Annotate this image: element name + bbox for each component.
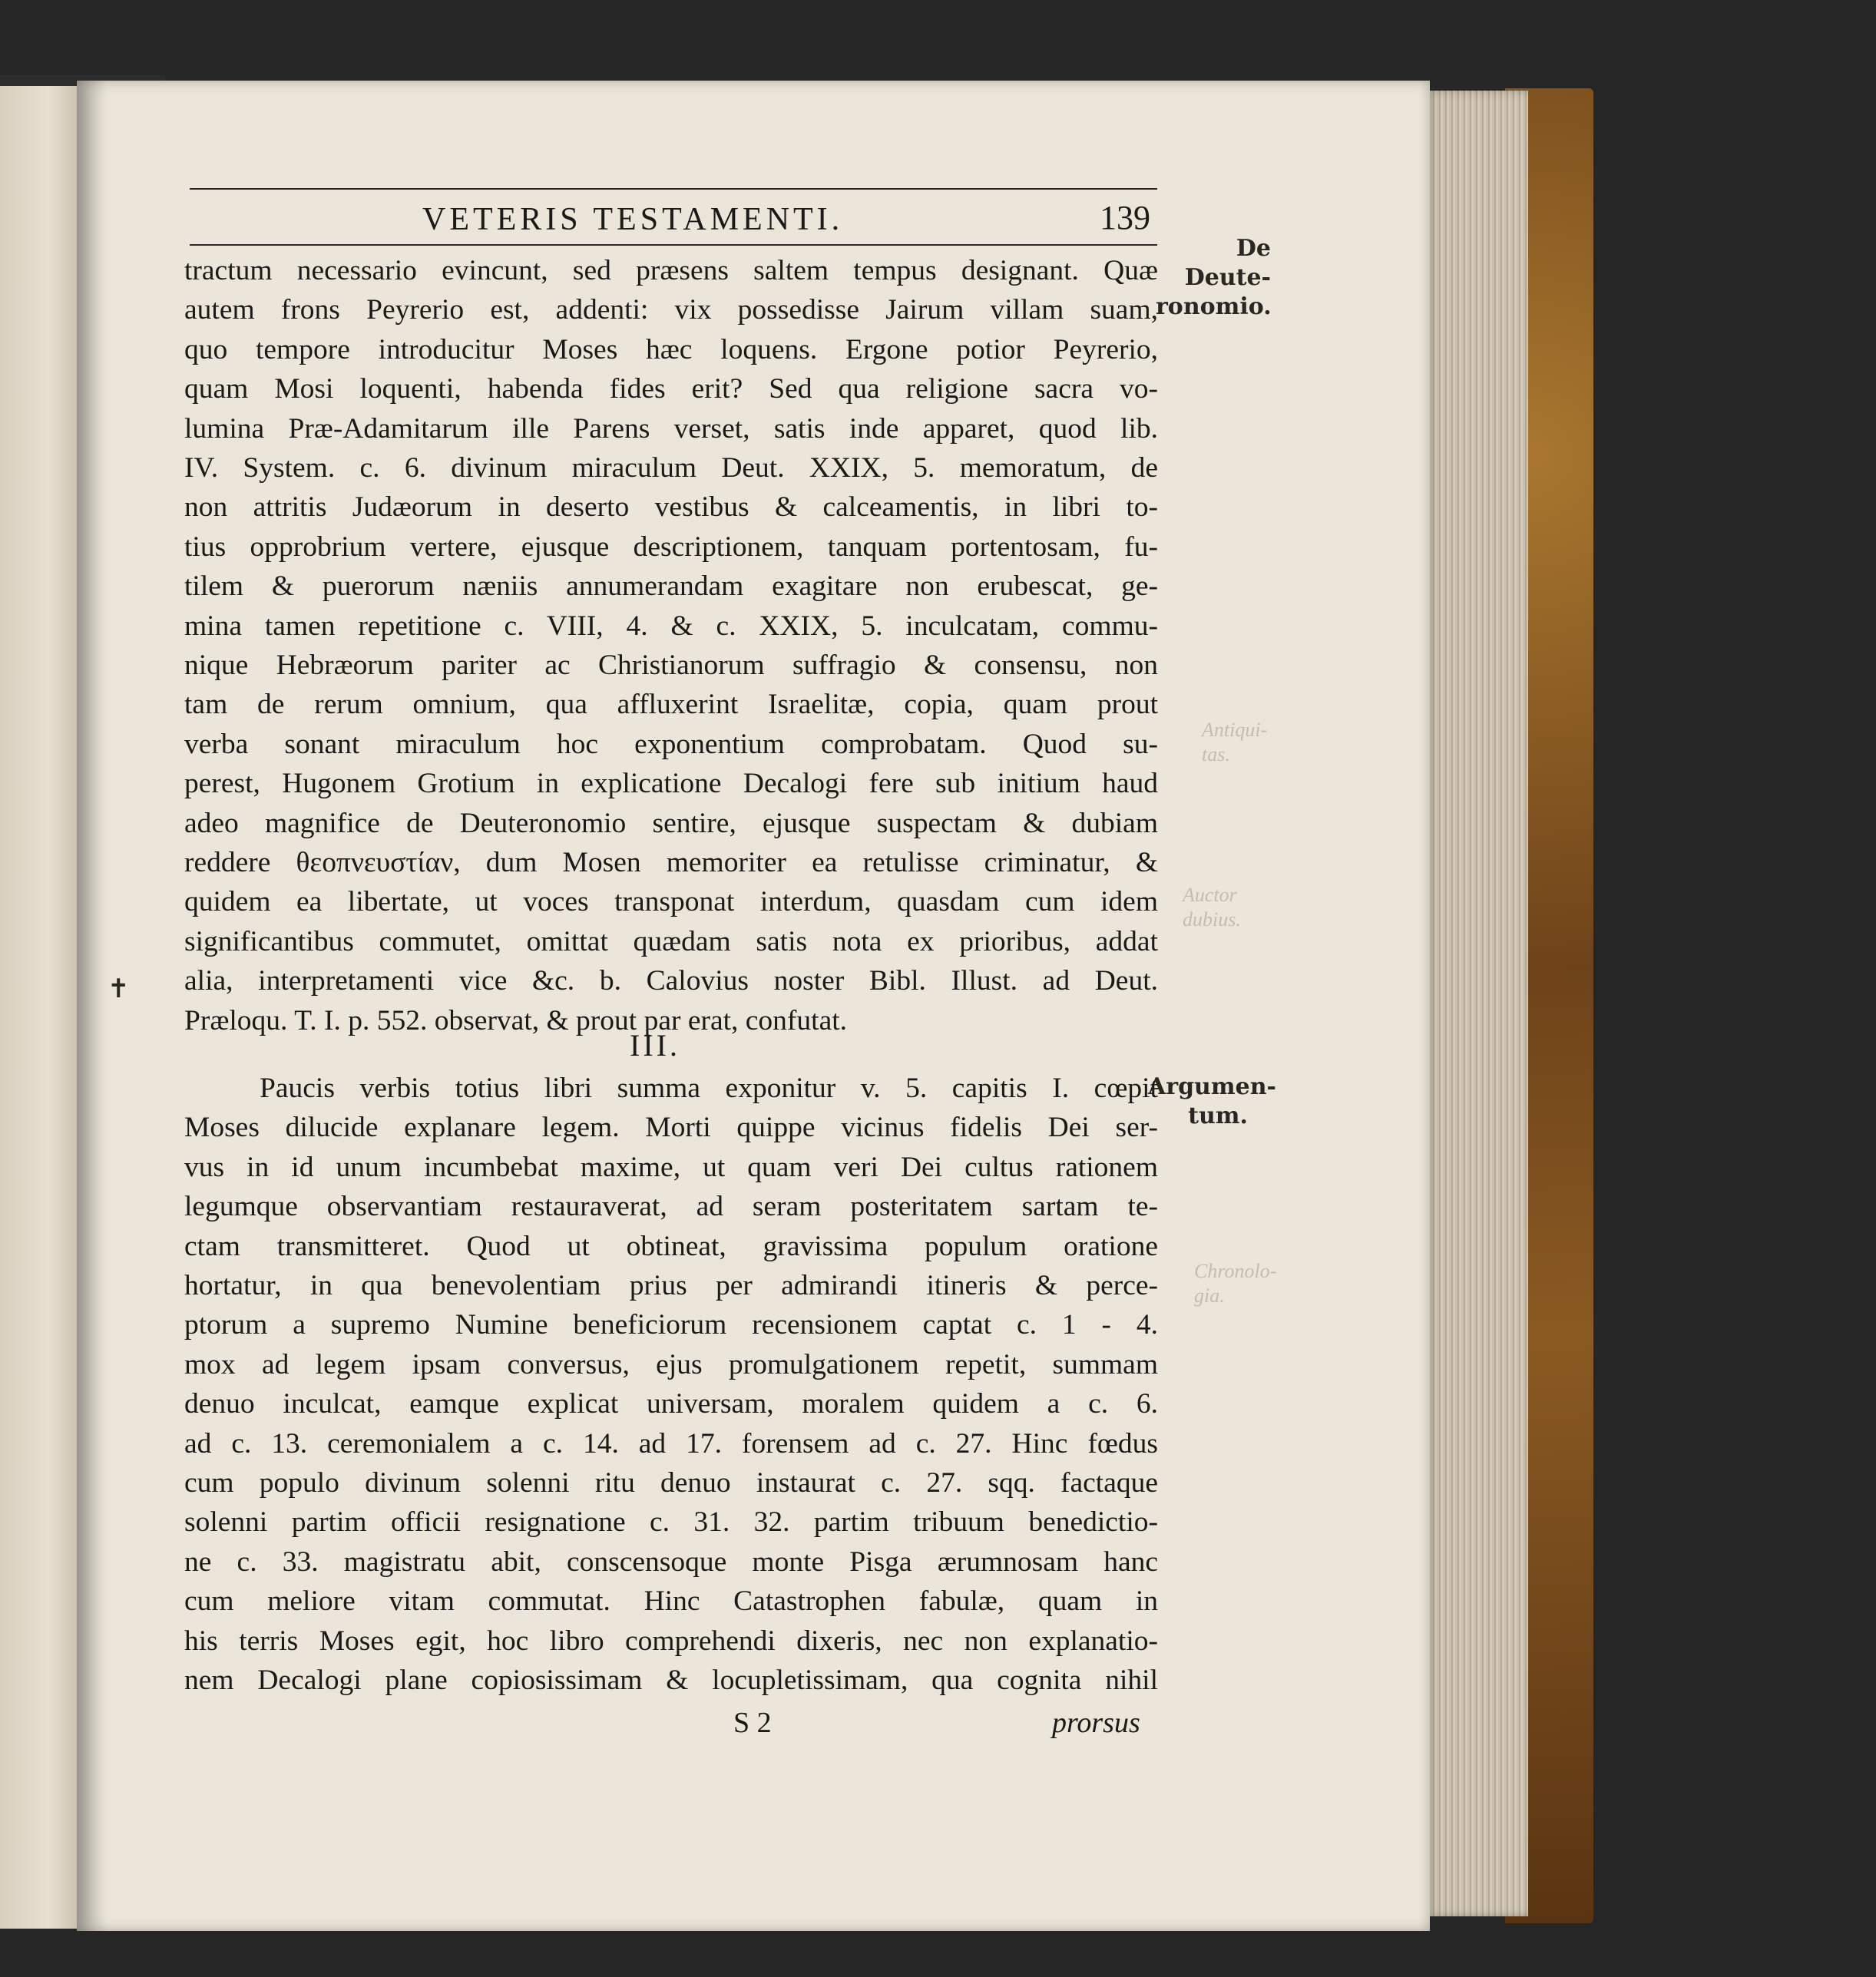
text-line: IV. System. c. 6. divinum miraculum Deut. XXIX, 5. memoratum, de <box>184 452 1158 484</box>
text-line: reddere θεοπνευστίαν, dum Mosen memoriter ea retulisse criminatur, & <box>184 847 1158 878</box>
text-line: tilem & puerorum næniis annumerandam exagitare non erubescat, ge- <box>184 570 1158 603</box>
text-line: hortatur, in qua benevolentiam prius per admirandi itineris & perce- <box>184 1270 1158 1301</box>
text-line: adeo magnifice de Deuteronomio sentire, ejusque suspectam & dubiam <box>184 807 1158 839</box>
facing-page-edge <box>0 86 81 1929</box>
text-line: lumina Præ-Adamitarum ille Parens verset, satis inde apparet, quod lib. <box>184 412 1158 445</box>
text-line: quam Mosi loquenti, habenda fides erit? Sed qua religione sacra vo- <box>184 373 1158 405</box>
page-block-edges <box>1424 91 1528 1916</box>
margin-note-line: De Deute- <box>1184 235 1271 291</box>
margin-note-line: tum. <box>1188 1103 1248 1129</box>
text-line: autem frons Peyrerio est, addenti: vix possedisse Jairum villam suam, <box>184 294 1158 326</box>
ink-mark: ✝ <box>108 975 130 1003</box>
header-rule-bottom <box>190 244 1157 246</box>
text-line: ctam transmitteret. Quod ut obtineat, gravissima populum oratione <box>184 1230 1158 1262</box>
text-line: Moses dilucide explanare legem. Morti quippe vicinus fidelis Dei ser- <box>184 1112 1158 1144</box>
margin-note-argumentum <box>1148 1073 1276 1131</box>
text-line: nique Hebræorum pariter ac Christianorum suffragio & consensu, non <box>184 650 1158 681</box>
text-line: vus in id unum incumbebat maxime, ut quam veri Dei cultus rationem <box>184 1151 1158 1183</box>
text-line: his terris Moses egit, hoc libro comprehendi dixeris, nec non explanatio- <box>184 1625 1158 1657</box>
text-line: solenni partim officii resignatione c. 31. 32. partim tribuum benedictio- <box>184 1506 1158 1539</box>
text-line: tius opprobrium vertere, ejusque descriptionem, tanquam portentosam, fu- <box>184 531 1158 563</box>
show-through-text: Antiqui- tas. <box>1202 719 1268 765</box>
show-through-text: Auctor dubius. <box>1183 884 1241 931</box>
text-line: non attritis Judæorum in deserto vestibus & calceamentis, in libri to- <box>184 491 1158 524</box>
text-line: alia, interpretamenti vice &c. b. Calovius noster Bibl. Illust. ad Deut. <box>184 965 1158 997</box>
margin-note-line: Argumen- <box>1148 1073 1276 1100</box>
text-line: perest, Hugonem Grotium in explicatione Decalogi fere sub initium haud <box>184 768 1158 800</box>
running-head: VETERIS TESTAMENTI. <box>422 202 844 237</box>
text-line: mox ad legem ipsam conversus, ejus promulgationem repetit, summam <box>184 1348 1158 1380</box>
signature-mark: S 2 <box>733 1707 772 1739</box>
page-number: 139 <box>1100 199 1150 236</box>
text-line: quo tempore introducitur Moses hæc loquens. Ergone potior Peyrerio, <box>184 333 1158 365</box>
text-line: cum meliore vitam commutat. Hinc Catastrophen fabulæ, quam in <box>184 1585 1158 1618</box>
text-line: nem Decalogi plane copiosissimam & locupletissimam, qua cognita nihil <box>184 1665 1158 1696</box>
text-line: legumque observantiam restauraverat, ad seram posteritatem sartam te- <box>184 1191 1158 1223</box>
show-through-text: Chronolo- gia. <box>1194 1260 1277 1307</box>
text-line: tam de rerum omnium, qua affluxerint Israelitæ, copia, quam prout <box>184 689 1158 721</box>
section-heading: III. <box>630 1028 680 1063</box>
text-line: ptorum a supremo Numine beneficiorum recensionem captat c. 1 - 4. <box>184 1309 1158 1341</box>
gutter-shadow <box>77 81 108 1931</box>
text-line: cum populo divinum solenni ritu denuo instaurat c. 27. sqq. factaque <box>184 1467 1158 1499</box>
text-line: verba sonant miraculum hoc exponentium comprobatam. Quod su- <box>184 728 1158 760</box>
text-line: ne c. 33. magistratu abit, conscensoque monte Pisga ærumnosam hanc <box>184 1546 1158 1578</box>
text-line: mina tamen repetitione c. VIII, 4. & c. XXIX, 5. inculcatam, commu- <box>184 610 1158 642</box>
header-rule-top <box>190 188 1157 190</box>
text-line: Paucis verbis totius libri summa exponitur v. 5. capitis I. cœpit <box>260 1073 1158 1104</box>
catchword: prorsus <box>1052 1707 1140 1739</box>
text-line: significantibus commutet, omittat quædam satis nota ex prioribus, addat <box>184 925 1158 957</box>
text-line: denuo inculcat, eamque explicat universam, moralem quidem a c. 6. <box>184 1388 1158 1420</box>
margin-note-line: ronomio. <box>1156 293 1272 320</box>
text-line: quidem ea libertate, ut voces transponat interdum, quasdam cum idem <box>184 886 1158 918</box>
margin-note-deuteronomio <box>1156 234 1271 322</box>
text-line: ad c. 13. ceremonialem a c. 14. ad 17. forensem ad c. 27. Hinc fœdus <box>184 1427 1158 1460</box>
text-line: tractum necessario evincunt, sed præsens saltem tempus designant. Quæ <box>184 255 1158 286</box>
text-line: Præloqu. T. I. p. 552. observat, & prout par erat, confutat. <box>184 1004 848 1036</box>
